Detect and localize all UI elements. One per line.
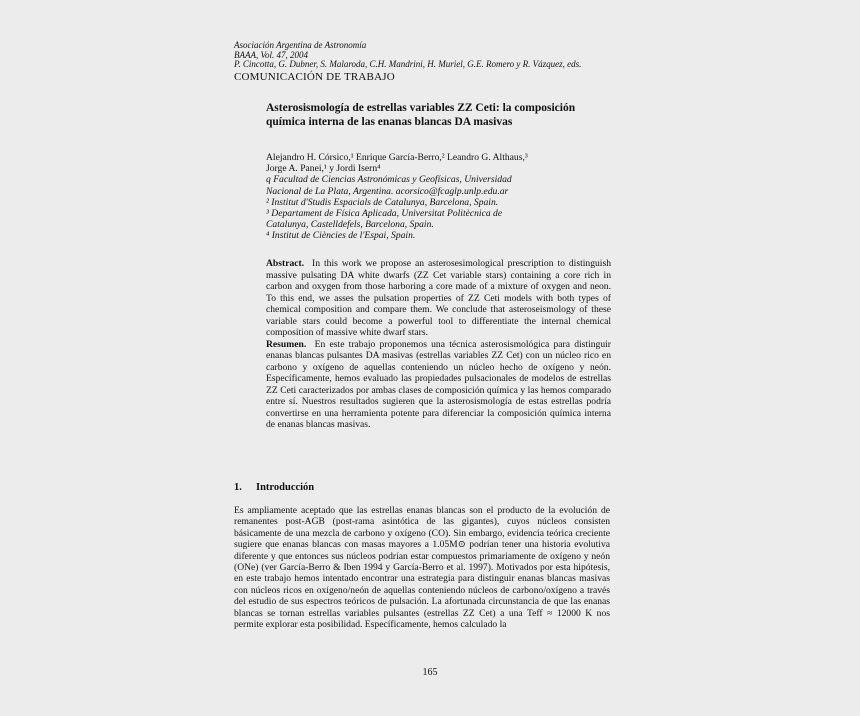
abstract-block [266, 258, 611, 431]
journal-header-line-2: BAAA, Vol. 47, 2004 [234, 49, 308, 60]
abstract-paragraph [266, 258, 611, 339]
affiliation-line: ⁴ Institut de Ciències de l'Espai, Spain. [266, 230, 416, 242]
affiliation-line: Nacional de La Plata, Argentina. acorsico@fcaglp.unlp.edu.ar [266, 185, 509, 197]
journal-header-editors: P. Cincotta, G. Dubner, S. Malaroda, C.H. Mandrini, H. Muriel, G.E. Romero y R. Vázquez, eds. [234, 59, 582, 69]
resumen-text: En este trabajo proponemos una técnica asterosismológica para distinguir enanas blancas pulsantes DA masivas (estrellas variables ZZ Cet) con un núcleo rico en carbono y oxígeno de aquellas conteniendo un núcleo hecho de oxígeno y neón. Específicamente, hemos evaluado las propiedades pulsacionales de modelos de estrellas ZZ Ceti caracterizados por ambas clases de composición química y las hemos comparado entre sí. Nuestros resultados sugieren que la asterosismología de estas estrellas podría convertirse en una herramienta potente para diferenciar la composición química interna de enanas blancas masivas. [266, 338, 611, 430]
author-block [266, 152, 611, 242]
journal-header [234, 41, 581, 70]
page-number: 165 [422, 667, 438, 678]
affiliation-line: q Facultad de Ciencias Astronómicas y Geofísicas, Universidad [266, 174, 512, 186]
section-title: Introducción [256, 482, 315, 493]
affiliation-line: ² Institut d'Studis Espacials de Catalunya, Barcelona, Spain. [266, 196, 499, 208]
intro-paragraph: Es ampliamente aceptado que las estrellas enanas blancas son el producto de la evolución de remanentes post-AGB (post-rama asintótica de las gigantes), cuyos núcleos consisten básicamente de una mezcla de carbono y oxígeno (CO). Sin embargo, evidencia teórica creciente sugiere que enanas blancas con masas mayores a 1.05M⊙ podrían tener una historia evolutiva diferente y que entonces sus núcleos podrían estar compuestos primariamente de oxígeno y neón (ONe) (ver García-Berro & Iben 1994 y García-Berro et al. 1997). Motivados por esta hipótesis, en este trabajo hemos intentado encontrar una estrategia para distinguir enanas blancas masivas con núcleos ricos en oxígeno/neón de aquellas conteniendo núcleos de carbono/oxígeno a través del estudio de sus espectros teóricos de pulsación. La afortunada circunstancia de que las enanas blancas se tornan estrellas variables pulsantes (estrellas ZZ Cet) a una Teff ≈ 12000 K nos permite explorar esta posibilidad. Específicamente, hemos calculado la [234, 505, 610, 631]
author-line-1: Alejandro H. Córsico,¹ Enrique García-Berro,² Leandro G. Althaus,³ [266, 152, 528, 163]
resumen-paragraph [266, 339, 611, 431]
resumen-label: Resumen. [266, 338, 307, 350]
abstract-text: In this work we propose an asterosesimological prescription to distinguish massive pulsating DA white dwarfs (ZZ Cet variable stars) containing a core rich in carbon and oxygen from those harboring a core made of a mixture of oxygen and neon. To this end, we asses the pulsation properties of ZZ Ceti models with both types of chemical composition and compare them. We conclude that asteroseismology of these variable stars could become a powerful tool to differentiate the internal chemical composition of massive white dwarf stars. [266, 258, 611, 338]
abstract-label: Abstract. [266, 258, 305, 269]
paper-title: Asterosismología de estrellas variables ZZ Ceti: la composición química interna de las enanas blancas DA masivas [266, 102, 576, 128]
author-line-2: Jorge A. Panei,¹ y Jordi Isern⁴ [266, 163, 381, 175]
affiliation-line: Catalunya, Castelldefels, Barcelona, Spain. [266, 219, 434, 231]
section-heading [234, 482, 314, 493]
journal-header-line-1: Asociación Argentina de Astronomía [234, 40, 367, 50]
affiliation-line: ³ Departament de Física Aplicada, Universitat Politècnica de [266, 208, 503, 220]
document-type: COMUNICACIÓN DE TRABAJO [234, 71, 395, 83]
section-number: 1. [234, 482, 242, 493]
